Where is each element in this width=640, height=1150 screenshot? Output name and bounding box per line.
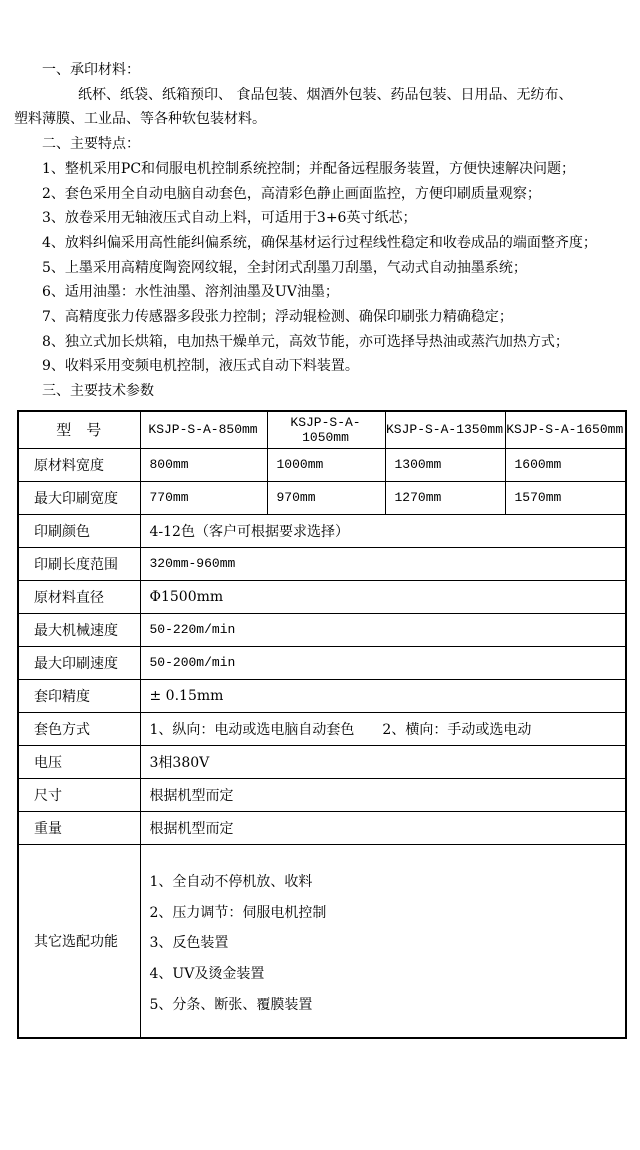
header-model-1350: KSJP-S-A-1350mm [385, 411, 505, 449]
cell-value: 320mm-960mm [140, 547, 626, 580]
header-model-1050: KSJP-S-A-1050mm [267, 411, 385, 449]
section2-heading: 二、主要特点： [42, 136, 140, 153]
cell-value: 970mm [267, 481, 385, 514]
cell-value: 根据机型而定 [140, 778, 626, 811]
feature-item-5: 5、上墨采用高精度陶瓷网纹辊，全封闭式刮墨刀刮墨，气动式自动抽墨系统； [42, 259, 527, 276]
spec-table [17, 410, 627, 1039]
materials-paragraph-line1: 纸杯、纸袋、纸箱预印、 食品包装、烟酒外包装、药品包装、日用品、无纺布、 [78, 86, 573, 103]
row-label: 最大印刷宽度 [18, 481, 140, 514]
cell-value: 3相380V [140, 745, 626, 778]
cell-value: Φ1500mm [140, 580, 626, 613]
row-label: 套色方式 [18, 712, 140, 745]
table-row-max-mechanical-speed [18, 613, 626, 646]
row-label: 套印精度 [18, 679, 140, 712]
cell-value: 1000mm [267, 448, 385, 481]
option-item-2: 2、压力调节：伺服电机控制 [149, 904, 327, 921]
table-row-dimensions [18, 778, 626, 811]
header-model-label: 型 号 [18, 411, 140, 449]
option-item-4: 4、UV及烫金装置 [149, 966, 265, 983]
cell-value: ± 0.15mm [140, 679, 626, 712]
table-row-max-print-width [18, 481, 626, 514]
cell-value: 1、纵向：电动或选电脑自动套色 2、横向：手动或选电动 [140, 712, 626, 745]
table-row-print-length-range [18, 547, 626, 580]
cell-value: 1570mm [505, 481, 626, 514]
table-row-weight [18, 811, 626, 844]
feature-item-8: 8、独立式加长烘箱，电加热干燥单元，高效节能，亦可选择导热油或蒸汽加热方式； [42, 333, 569, 350]
row-label: 重量 [18, 811, 140, 844]
table-row-voltage [18, 745, 626, 778]
table-row-optional-features [18, 844, 626, 1038]
table-row-max-print-speed [18, 646, 626, 679]
cell-value: 770mm [140, 481, 267, 514]
table-row-material-diameter [18, 580, 626, 613]
cell-value: 4-12色（客户可根据要求选择） [140, 514, 626, 547]
table-row-material-width [18, 448, 626, 481]
feature-item-7: 7、高精度张力传感器多段张力控制；浮动辊检测、确保印刷张力精确稳定； [42, 309, 513, 326]
header-model-1650: KSJP-S-A-1650mm [505, 411, 626, 449]
cell-value: 1270mm [385, 481, 505, 514]
feature-item-9: 9、收料采用变频电机控制，液压式自动下料装置。 [42, 358, 359, 375]
row-label: 尺寸 [18, 778, 140, 811]
option-item-1: 1、全自动不停机放、收料 [149, 873, 313, 890]
cell-value: 800mm [140, 448, 267, 481]
table-header-row [18, 411, 626, 449]
table-row-print-colors [18, 514, 626, 547]
feature-item-3: 3、放卷采用无轴液压式自动上料，可适用于3+6英寸纸芯； [42, 210, 417, 227]
materials-paragraph-line2: 塑料薄膜、工业品、等各种软包装材料。 [14, 111, 266, 128]
cell-value: 50-220m/min [140, 613, 626, 646]
section1-heading: 一、承印材料： [42, 62, 140, 78]
row-label: 电压 [18, 745, 140, 778]
row-label: 印刷长度范围 [18, 547, 140, 580]
header-model-850: KSJP-S-A-850mm [140, 411, 267, 449]
optional-features-cell [140, 844, 626, 1038]
row-label: 最大印刷速度 [18, 646, 140, 679]
feature-item-1: 1、整机采用PC和伺服电机控制系统控制；并配备远程服务装置，方便快速解决问题； [42, 160, 576, 177]
section3-heading: 三、主要技术参数 [42, 383, 154, 400]
row-label: 原材料宽度 [18, 448, 140, 481]
row-label: 原材料直径 [18, 580, 140, 613]
option-item-5: 5、分条、断张、覆膜装置 [149, 997, 313, 1014]
cell-value: 1600mm [505, 448, 626, 481]
row-label: 最大机械速度 [18, 613, 140, 646]
feature-item-2: 2、套色采用全自动电脑自动套色，高清彩色静止画面监控，方便印刷质量观察； [42, 185, 541, 202]
table-row-register-mode [18, 712, 626, 745]
cell-value: 1300mm [385, 448, 505, 481]
table-row-register-accuracy [18, 679, 626, 712]
row-label: 印刷颜色 [18, 514, 140, 547]
cell-value: 50-200m/min [140, 646, 626, 679]
feature-item-4: 4、放料纠偏采用高性能纠偏系统，确保基材运行过程线性稳定和收卷成品的端面整齐度； [42, 234, 597, 251]
row-label: 其它选配功能 [18, 844, 140, 1038]
option-item-3: 3、反色装置 [149, 935, 229, 952]
feature-item-6: 6、适用油墨：水性油墨、溶剂油墨及UV油墨； [42, 284, 339, 301]
cell-value: 根据机型而定 [140, 811, 626, 844]
